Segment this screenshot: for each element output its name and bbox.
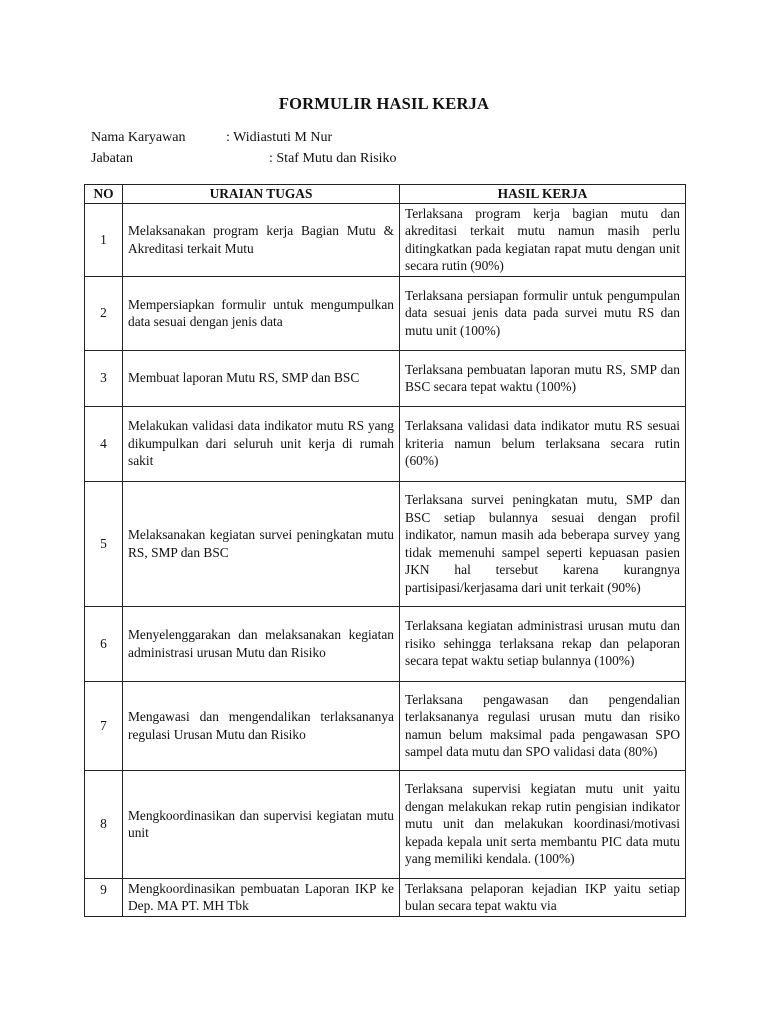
table-row [85, 878, 686, 916]
header-task: URAIAN TUGAS [123, 185, 400, 204]
table-row [85, 606, 686, 681]
table-row [85, 681, 686, 770]
table-row [85, 203, 686, 276]
row-result: Terlaksana pengawasan dan pengendalian terlaksananya regulasi urusan mutu dan risiko namun belum maksimal pada pengawasan SPO sampel data mutu dan SPO validasi data (80%) [400, 681, 686, 770]
row-task: Mengkoordinasikan dan supervisi kegiatan mutu unit [123, 770, 400, 878]
table-row [85, 406, 686, 481]
header-no: NO [85, 185, 123, 204]
row-result: Terlaksana kegiatan administrasi urusan mutu dan risiko sehingga terlaksana rekap dan pelaporan secara tepat waktu setiap bulannya (100%) [400, 606, 686, 681]
row-no: 4 [85, 406, 123, 481]
row-result: Terlaksana pelaporan kejadian IKP yaitu setiap bulan secara tepat waktu via [400, 878, 686, 916]
row-task: Mempersiapkan formulir untuk mengumpulkan data sesuai dengan jenis data [123, 276, 400, 350]
row-task: Menyelenggarakan dan melaksanakan kegiatan administrasi urusan Mutu dan Risiko [123, 606, 400, 681]
row-result: Terlaksana supervisi kegiatan mutu unit yaitu dengan melakukan rekap rutin pengisian indikator mutu unit dan melakukan koordinasi/motivasi kepada kepala unit serta membantu PIC data mutu yang memiliki kendala. (100%) [400, 770, 686, 878]
employee-name-row [91, 130, 333, 146]
row-task: Melaksanakan kegiatan survei peningkatan mutu RS, SMP dan BSC [123, 481, 400, 606]
row-task: Mengawasi dan mengendalikan terlaksananya regulasi Urusan Mutu dan Risiko [123, 681, 400, 770]
row-no: 2 [85, 276, 123, 350]
row-no: 8 [85, 770, 123, 878]
row-task: Membuat laporan Mutu RS, SMP dan BSC [123, 350, 400, 406]
row-result: Terlaksana program kerja bagian mutu dan akreditasi terkait mutu namun masih perlu ditingkatkan pada kegiatan rapat mutu dengan unit secara rutin (90%) [400, 203, 686, 276]
work-results-table [84, 184, 686, 917]
row-no: 6 [85, 606, 123, 681]
row-no: 9 [85, 878, 123, 916]
row-no: 3 [85, 350, 123, 406]
employee-position-row [91, 151, 397, 167]
header-result: HASIL KERJA [400, 185, 686, 204]
row-no: 5 [85, 481, 123, 606]
employee-position-label: Jabatan [91, 151, 133, 166]
employee-name-value: : Widiastuti M Nur [226, 130, 333, 145]
employee-name-label: Nama Karyawan [91, 130, 186, 145]
row-result: Terlaksana validasi data indikator mutu RS sesuai kriteria namun belum terlaksana secara rutin (60%) [400, 406, 686, 481]
row-result: Terlaksana persiapan formulir untuk pengumpulan data sesuai jenis data pada survei mutu RS dan mutu unit (100%) [400, 276, 686, 350]
row-task: Melakukan validasi data indikator mutu RS yang dikumpulkan dari seluruh unit kerja di rumah sakit [123, 406, 400, 481]
table-header-row [85, 185, 686, 204]
row-no: 7 [85, 681, 123, 770]
table-row [85, 770, 686, 878]
table-row [85, 350, 686, 406]
employee-position-value: : Staf Mutu dan Risiko [269, 151, 397, 166]
table-row [85, 276, 686, 350]
row-task: Mengkoordinasikan pembuatan Laporan IKP ke Dep. MA PT. MH Tbk [123, 878, 400, 916]
row-task: Melaksanakan program kerja Bagian Mutu & Akreditasi terkait Mutu [123, 203, 400, 276]
row-result: Terlaksana pembuatan laporan mutu RS, SMP dan BSC secara tepat waktu (100%) [400, 350, 686, 406]
row-result: Terlaksana survei peningkatan mutu, SMP dan BSC setiap bulannya sesuai dengan profil indikator, namun masih ada beberapa survey yang tidak memenuhi sampel seperti kepuasan pasien JKN hal tersebut karena kurangnya partisipasi/kerjasama dari unit terkait (90%) [400, 481, 686, 606]
table-row [85, 481, 686, 606]
row-no: 1 [85, 203, 123, 276]
document-title: FORMULIR HASIL KERJA [278, 94, 490, 113]
